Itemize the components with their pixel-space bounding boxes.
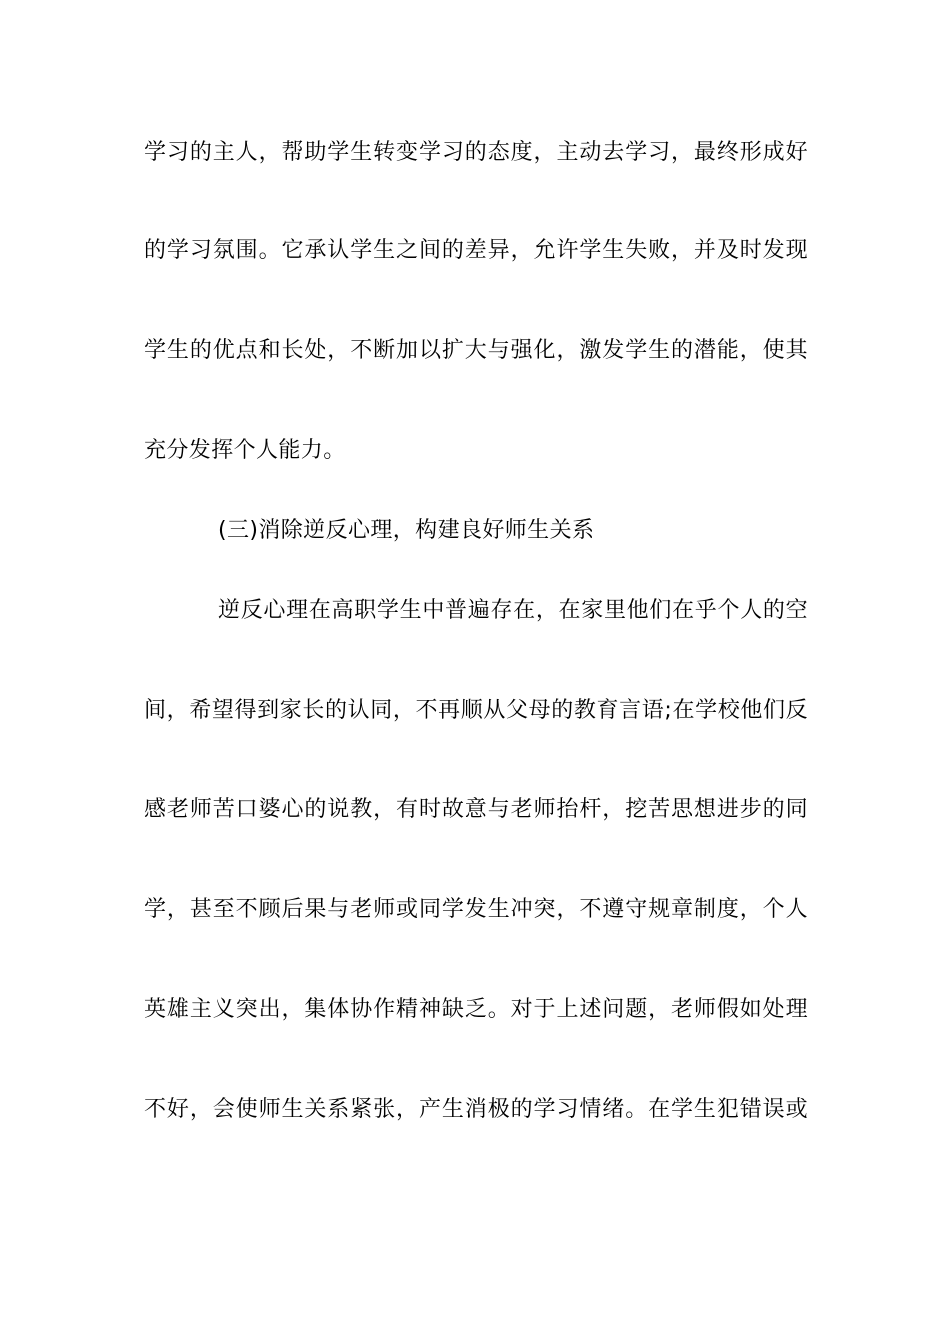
paragraph-line: 充分发挥个人能力。 [144, 438, 346, 463]
paragraph-line: 的学习氛围。它承认学生之间的差异，允许学生失败，并及时发现 [144, 238, 808, 263]
paragraph-first-line: 逆反心理在高职学生中普遍存在，在家里他们在乎个人的空 [218, 598, 808, 623]
paragraph-line: 学习的主人，帮助学生转变学习的态度，主动去学习，最终形成好 [144, 140, 808, 165]
paragraph-line: 不好，会使师生关系紧张，产生消极的学习情绪。在学生犯错误或 [144, 1097, 808, 1122]
paragraph-line: 学生的优点和长处，不断加以扩大与强化，激发学生的潜能，使其 [144, 338, 808, 363]
paragraph-line: 英雄主义突出，集体协作精神缺乏。对于上述问题，老师假如处理 [144, 997, 808, 1022]
paragraph-line: 感老师苦口婆心的说教，有时故意与老师抬杆，挖苦思想进步的同 [144, 797, 808, 822]
section-heading: (三)消除逆反心理，构建良好师生关系 [218, 518, 595, 543]
paragraph-line: 学，甚至不顾后果与老师或同学发生冲突，不遵守规章制度，个人 [144, 897, 808, 922]
paragraph-line: 间，希望得到家长的认同，不再顺从父母的教育言语;在学校他们反 [144, 698, 808, 723]
